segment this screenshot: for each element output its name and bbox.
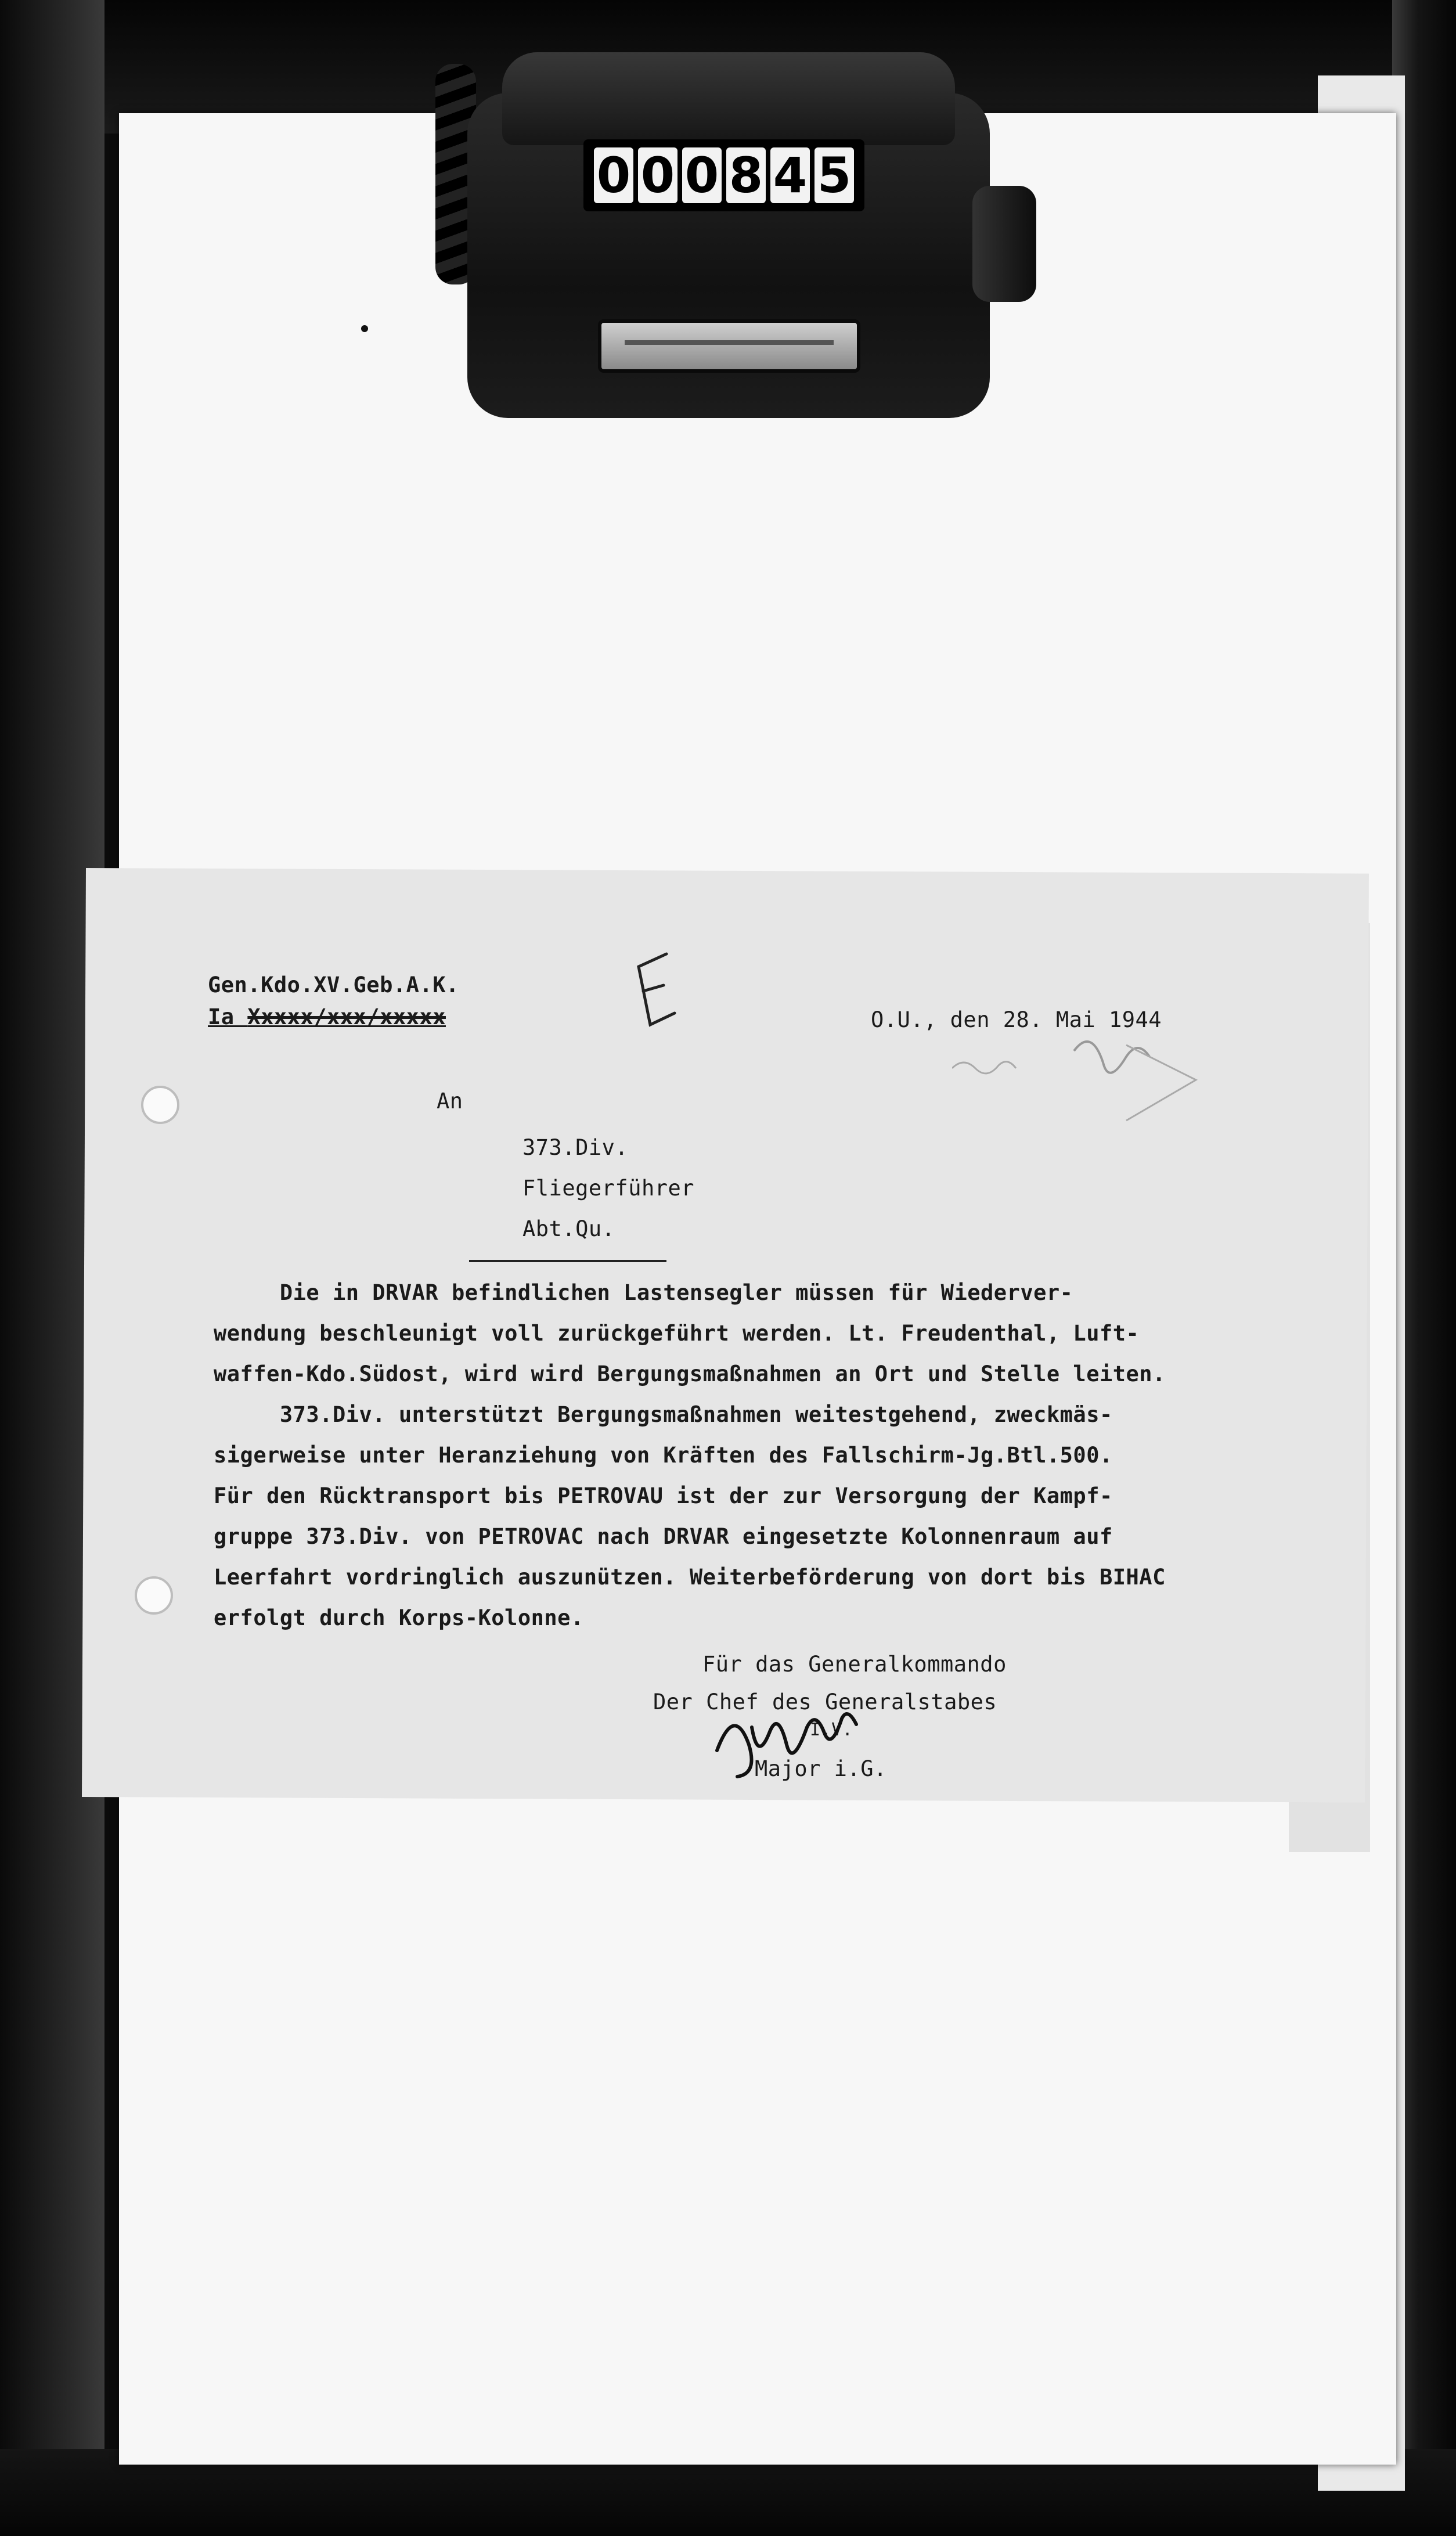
body-line: gruppe 373.Div. von PETROVAC nach DRVAR eingesetzte Kolonnenraum auf [214,1524,1113,1549]
body-line: Leerfahrt vordringlich auszunützen. Weiterbeförderung von dort bis BIHAC [214,1565,1166,1590]
signer-rank: Major i.G. [755,1756,887,1781]
body-line: erfolgt durch Korps-Kolonne. [214,1605,584,1630]
body-line: wendung beschleunigt voll zurückgeführt werden. Lt. Freudenthal, Luft- [214,1321,1140,1346]
closing-line-2: Der Chef des Generalstabes [653,1690,997,1714]
frame-counter [467,52,990,424]
handwritten-e-mark [632,949,678,1031]
address-to-label: An [437,1089,463,1114]
struck-reference: Xxxxx/xxx/xxxxx [247,1004,446,1029]
address-rule [469,1260,666,1262]
counter-digit: 8 [726,147,766,203]
counter-knob [972,186,1036,302]
sender-unit: Gen.Kdo.XV.Geb.A.K. [208,972,459,997]
pencil-annotation [952,1033,1254,1150]
counter-digit: 0 [638,147,677,203]
body-line: 373.Div. unterstützt Bergungsmaßnahmen weitestgehend, zweckmäs- [214,1402,1113,1427]
closing-line-1: Für das Generalkommando [702,1652,1007,1677]
counter-digits [583,139,864,211]
place-date: O.U., den 28. Mai 1944 [871,1007,1162,1032]
counter-digit: 0 [682,147,722,203]
counter-digit: 0 [594,147,633,203]
counter-digit: 4 [770,147,810,203]
body-line: Die in DRVAR befindlichen Lastensegler müssen für Wiederver- [214,1280,1073,1305]
counter-top [502,52,955,145]
registration-mark [361,325,368,332]
recipient-2: Fliegerführer [522,1176,695,1201]
body-line: waffen-Kdo.Südost, wird wird Bergungsmaßnahmen an Ort und Stelle leiten. [214,1361,1166,1386]
closing-iv: I.V. [810,1720,853,1740]
sender-reference: Ia Xxxxx/xxx/xxxxx [208,1004,446,1029]
recipient-3: Abt.Qu. [522,1216,615,1241]
punch-hole [141,1086,179,1124]
counter-digit: 5 [815,147,854,203]
counter-plate [598,319,860,373]
recipient-1: 373.Div. [522,1135,629,1160]
body-line: Für den Rücktransport bis PETROVAU ist der zur Versorgung der Kampf- [214,1483,1113,1508]
punch-hole [135,1576,173,1615]
body-line: sigerweise unter Heranziehung von Kräften des Fallschirm-Jg.Btl.500. [214,1443,1113,1468]
